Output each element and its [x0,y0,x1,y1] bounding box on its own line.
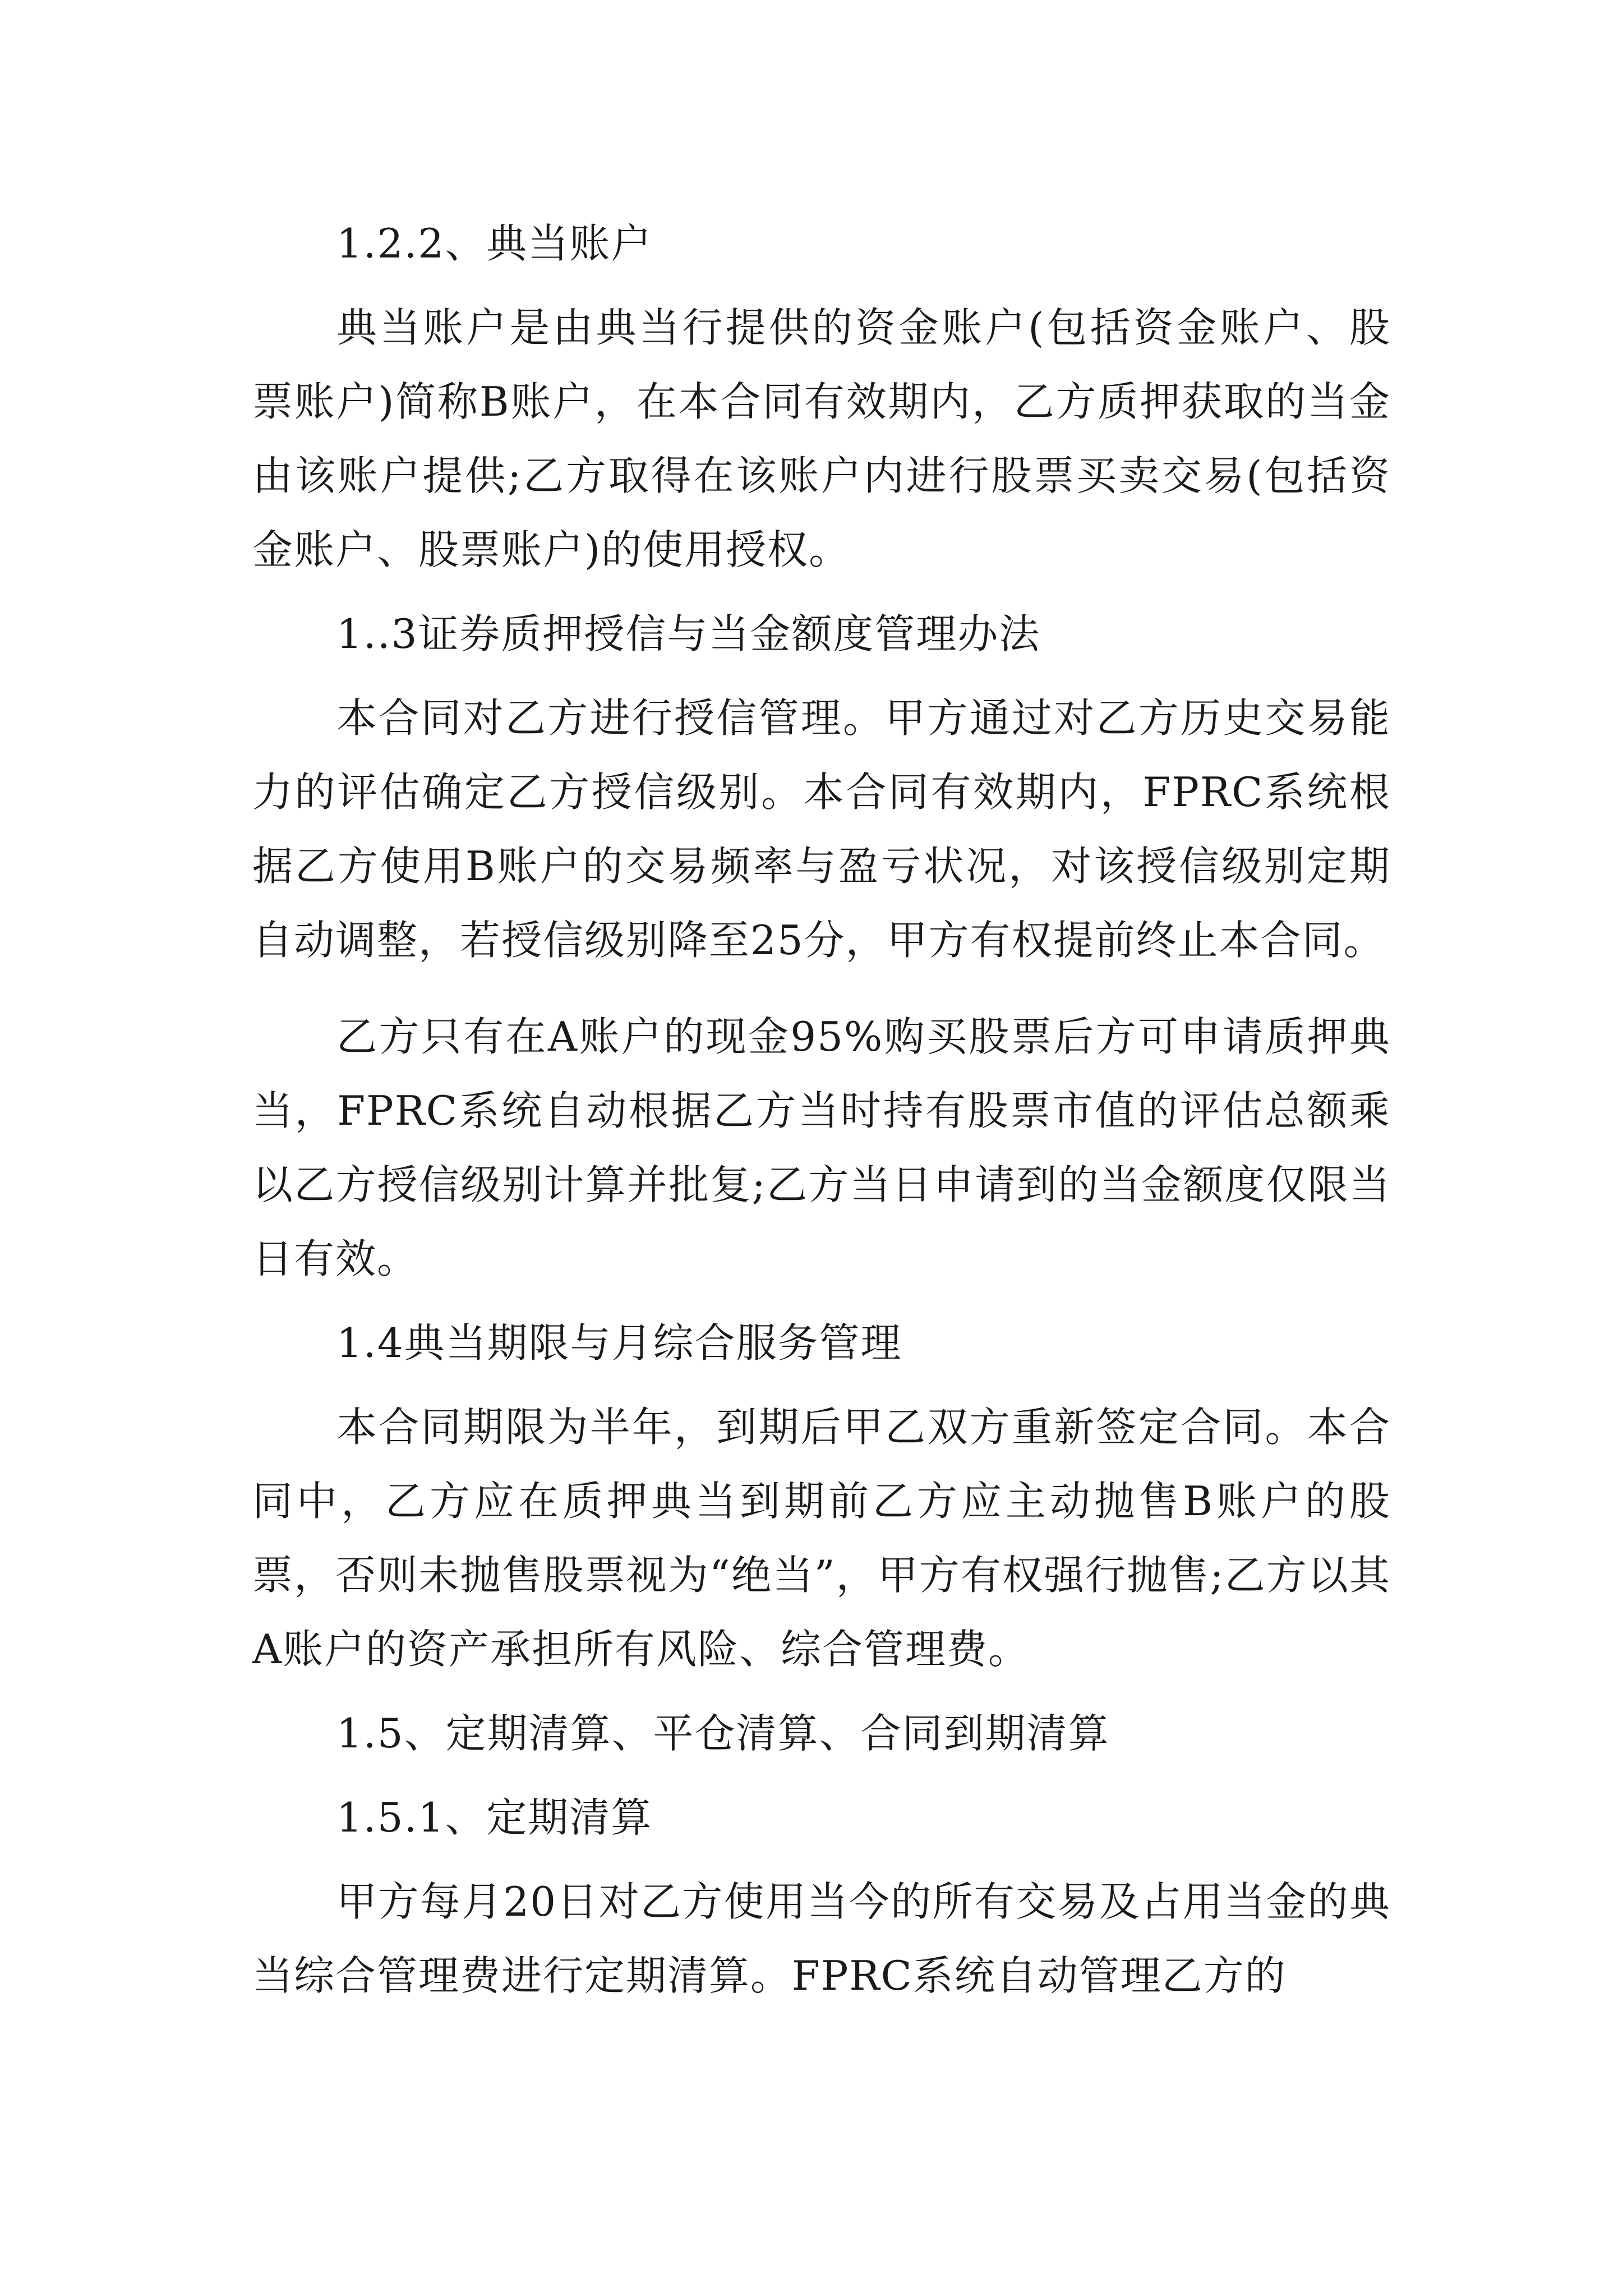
section-heading-1-3: 1..3证券质押授信与当金额度管理办法 [336,610,1041,657]
section-heading-1-4: 1.4典当期限与月综合服务管理 [336,1319,902,1366]
paragraph-periodic-settlement: 甲方每月20日对乙方使用当今的所有交易及占用当金的典当综合管理费进行定期清算。FPRC系统自动管理乙方的 [252,1878,1391,1999]
section-heading-1-5-1: 1.5.1、定期清算 [336,1794,653,1841]
document-body [252,206,1391,2013]
section-heading-1-5: 1.5、定期清算、平仓清算、合同到期清算 [336,1710,1110,1757]
paragraph-pawn-account: 典当账户是由典当行提供的资金账户(包括资金账户、股票账户)简称B账户，在本合同有效期内，乙方质押获取的当金由该账户提供;乙方取得在该账户内进行股票买卖交易(包括资金账户、股票账户)的使用授权。 [252,304,1391,573]
paragraph-credit-management: 本合同对乙方进行授信管理。甲方通过对乙方历史交易能力的评估确定乙方授信级别。本合同有效期内，FPRC系统根据乙方使用B账户的交易频率与盈亏状况，对该授信级别定期自动调整，若授信级别降至25分，甲方有权提前终止本合同。 [252,694,1391,964]
section-heading-1-2-2: 1.2.2、典当账户 [336,220,653,267]
paragraph-pledge-application: 乙方只有在A账户的现金95%购买股票后方可申请质押典当，FPRC系统自动根据乙方当时持有股票市值的评估总额乘以乙方授信级别计算并批复;乙方当日申请到的当金额度仅限当日有效。 [252,1013,1391,1282]
paragraph-contract-term: 本合同期限为半年，到期后甲乙双方重新签定合同。本合同中，乙方应在质押典当到期前乙方应主动抛售B账户的股票，否则未抛售股票视为“绝当”，甲方有权强行抛售;乙方以其A账户的资产承担所有风险、综合管理费。 [252,1404,1391,1673]
